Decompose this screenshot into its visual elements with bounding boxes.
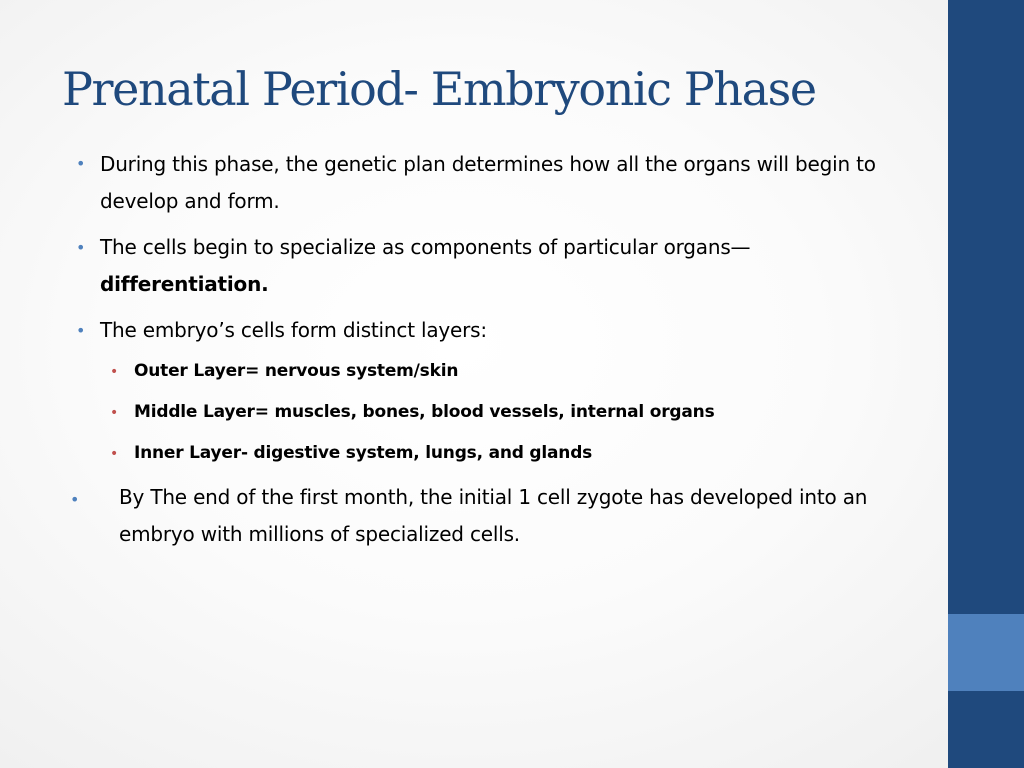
sidebar-accent-band (948, 614, 1024, 691)
bullet-text: During this phase, the genetic plan determines how all the organs will begin to develop and form. (100, 152, 876, 213)
sub-bullet-icon: • (110, 405, 119, 421)
bullet-text: By The end of the first month, the initial 1 cell zygote has developed into an embryo with millions of specialized cells. (119, 485, 868, 546)
decorative-sidebar (948, 0, 1024, 768)
sub-bullet-icon: • (110, 364, 119, 380)
bullet-icon: • (76, 321, 86, 340)
bullet-text-regular: The cells begin to specialize as components of particular organs— (100, 235, 751, 259)
sidebar-band-top (948, 0, 1024, 614)
bullet-text-bold: differentiation. (100, 272, 269, 296)
slide-title: Prenatal Period- Embryonic Phase (62, 62, 816, 116)
sub-bullet-text: Middle Layer= muscles, bones, blood vessels, internal organs (134, 402, 715, 422)
sub-bullet-text: Inner Layer- digestive system, lungs, and glands (134, 443, 593, 463)
bullet-icon: • (76, 154, 86, 173)
bullet-text (100, 229, 945, 303)
bullet-text: The embryo’s cells form distinct layers: (100, 318, 487, 342)
bullet-icon: • (76, 238, 86, 257)
sidebar-band-bottom (948, 691, 1024, 768)
bullet-icon: • (70, 490, 80, 509)
sub-bullet-icon: • (110, 446, 119, 462)
sub-bullet-text: Outer Layer= nervous system/skin (134, 361, 459, 381)
